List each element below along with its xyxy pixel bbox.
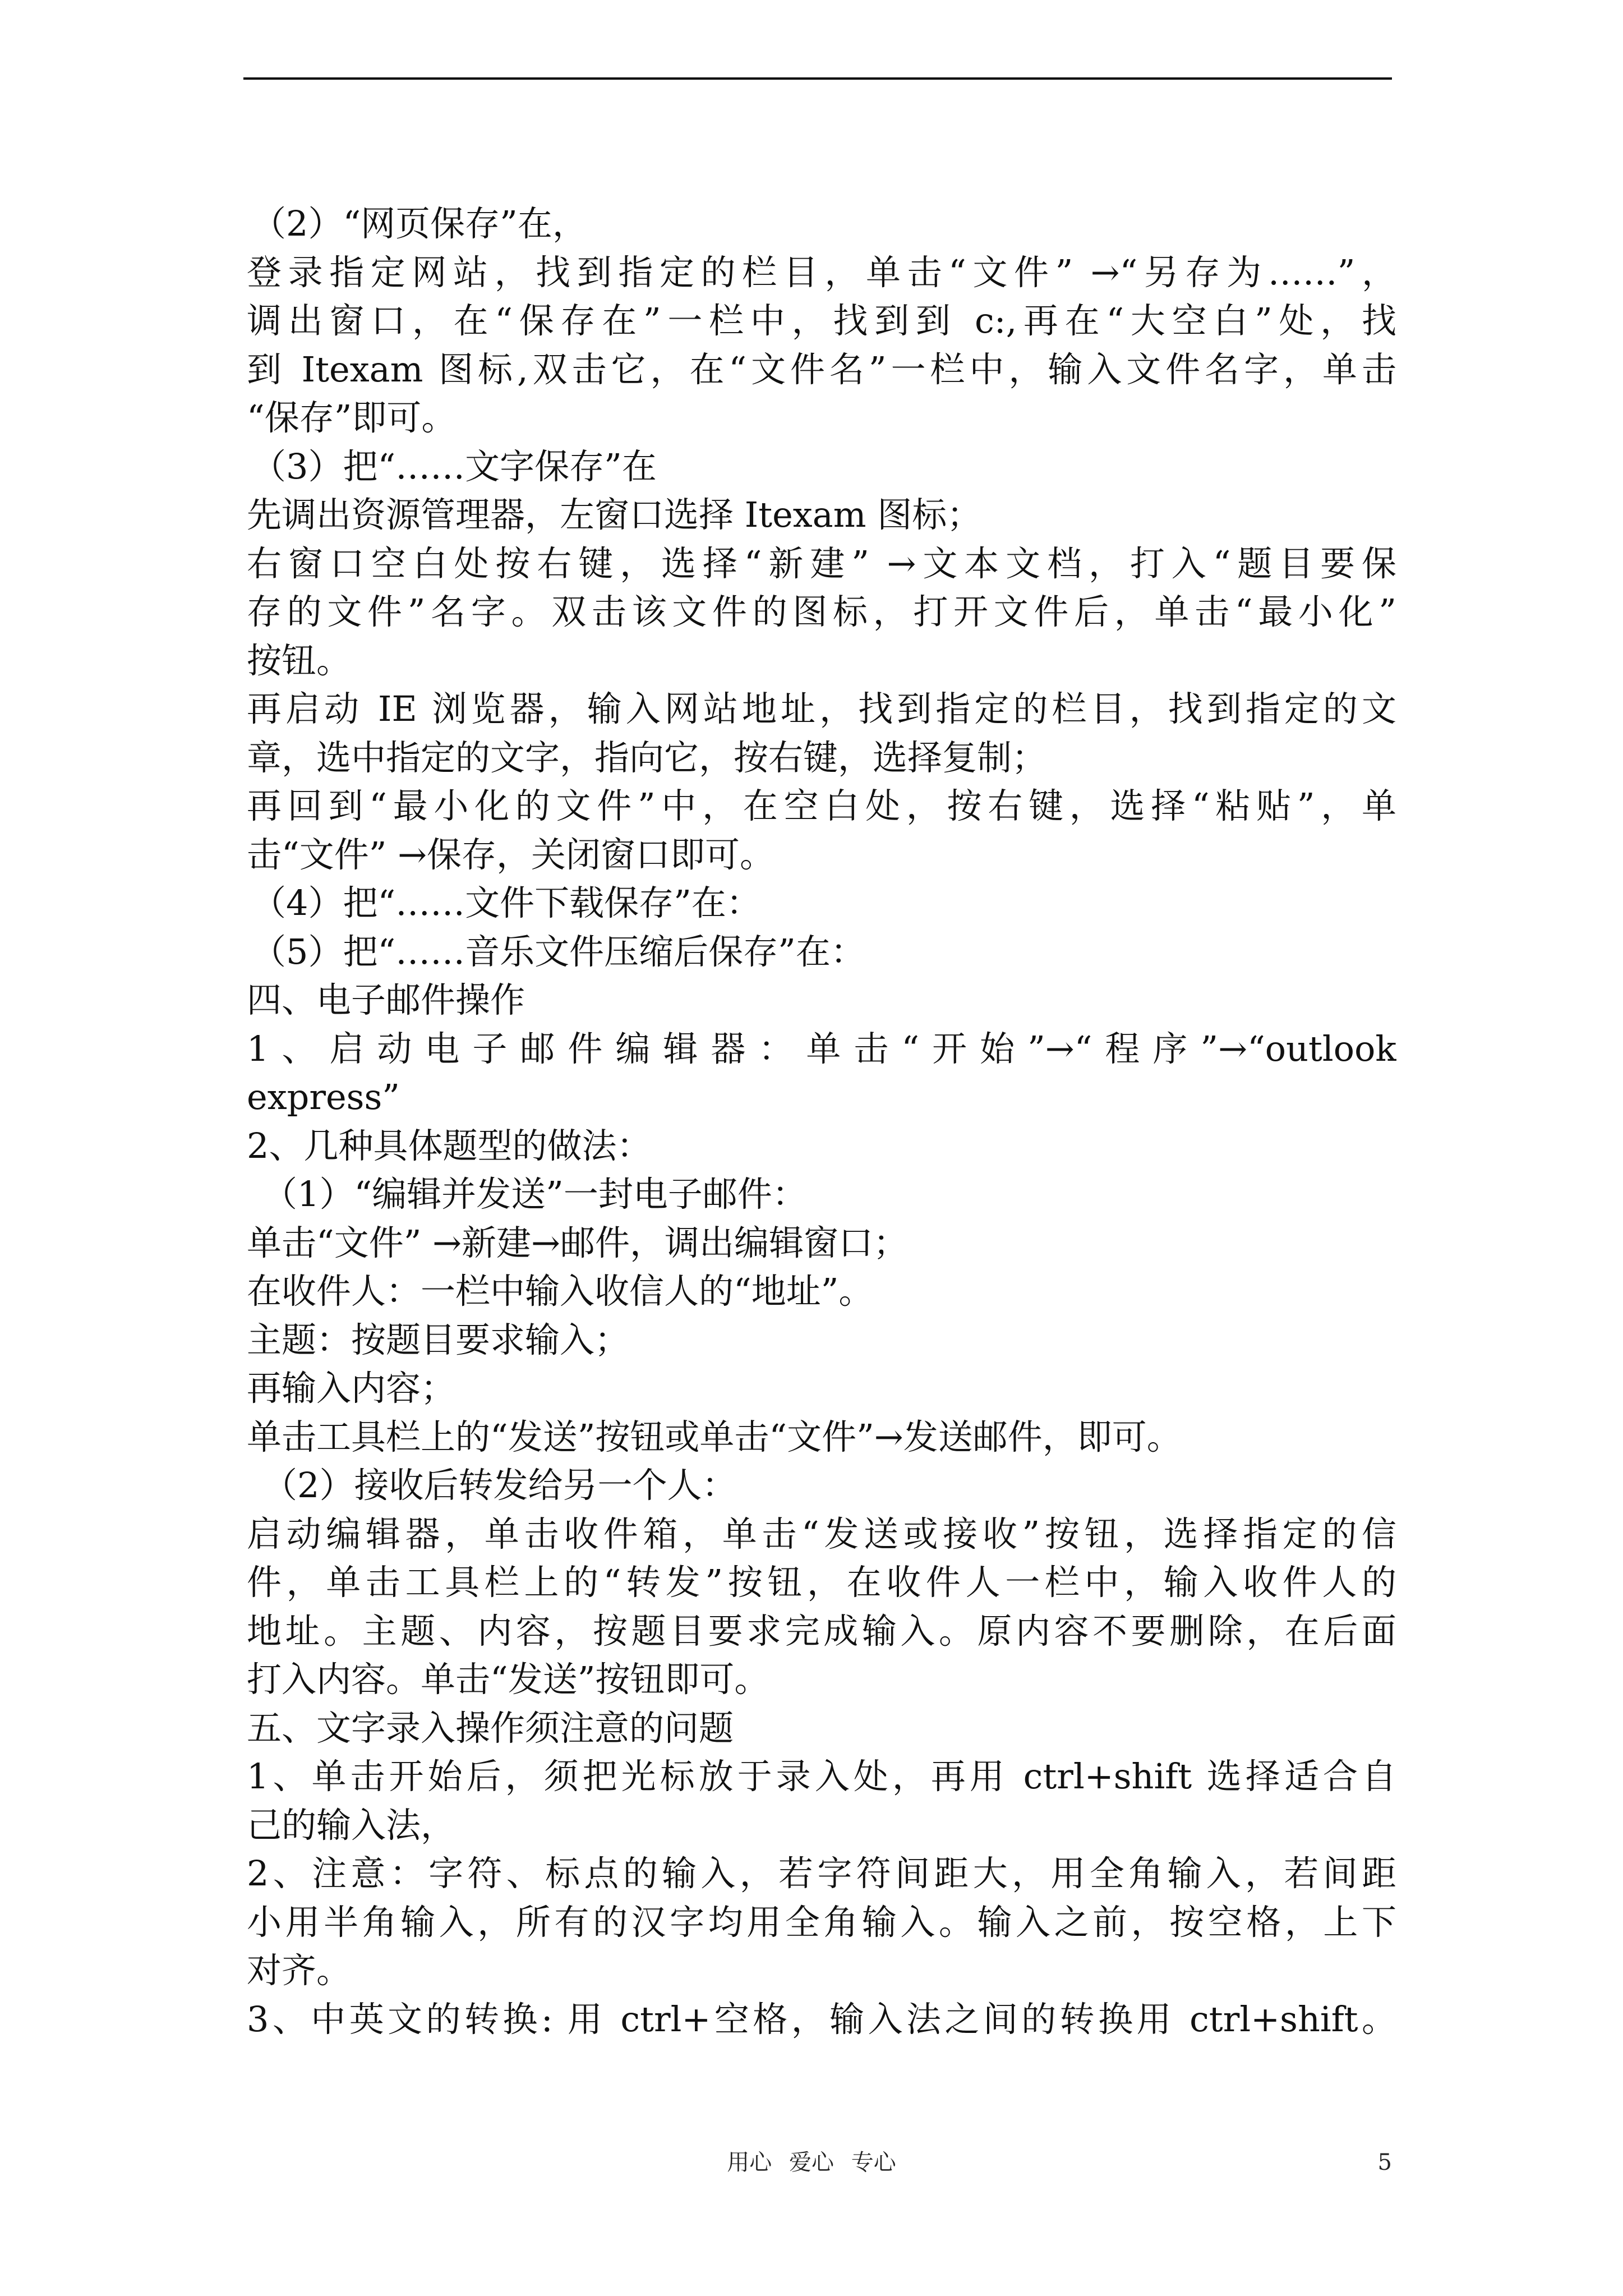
text-line: 1、启动电子邮件编辑器：单击“开始”→“程序”→“outlook [247,1028,1396,1069]
text-line: 打入内容。单击“发送”按钮即可。 [247,1659,769,1700]
text-line: （2）接收后转发给另一个人： [262,1465,737,1506]
section-heading: 四、电子邮件操作 [247,979,525,1020]
text-line: 再输入内容； [247,1368,456,1409]
footer-slogan: 用心 爱心 专心 [727,2150,896,2175]
text-line: 击“文件” →保存，关闭窗口即可。 [247,834,775,875]
document-body [247,200,1396,2044]
text-line: 章，选中指定的文字，指向它，按右键，选择复制； [247,737,1047,778]
text-line: 登录指定网站，找到指定的栏目，单击“文件” →“另存为……”， [247,251,1396,293]
text-line: 再回到“最小化的文件”中，在空白处，按右键，选择“粘贴”，单 [247,785,1396,826]
text-line: express” [247,1076,400,1117]
text-line: 主题：按题目要求输入； [247,1319,630,1360]
text-line: （4）把“……文件下载保存”在： [251,882,761,923]
page-number: 5 [1377,2150,1392,2175]
text-line: 右窗口空白处按右键，选择“新建” →文本文档，打入“题目要保 [247,542,1396,584]
text-line: 先调出资源管理器，左窗口选择 Itexam 图标； [247,494,982,535]
text-line: 启动编辑器，单击收件箱，单击“发送或接收”按钮，选择指定的信 [247,1513,1396,1554]
section-heading: 五、文字录入操作须注意的问题 [247,1707,734,1749]
text-line: 到 Itexam 图标,双击它，在“文件名”一栏中，输入文件名字，单击 [247,348,1396,390]
text-line: （1）“编辑并发送”一封电子邮件： [262,1174,807,1214]
text-line: “保存”即可。 [247,397,457,438]
text-line: （5）把“……音乐文件压缩后保存”在： [251,931,865,972]
header-rule [243,77,1392,80]
text-line: （3）把“……文字保存”在 [251,445,657,487]
text-line: 己的输入法， [247,1804,456,1846]
text-line: 小用半角输入，所有的汉字均用全角输入。输入之前，按空格，上下 [247,1901,1396,1943]
text-line: 再启动 IE 浏览器，输入网站地址，找到指定的栏目，找到指定的文 [247,688,1396,729]
text-line: 按钮。 [247,639,352,681]
text-line: 3、中英文的转换: 用 ctrl+空格，输入法之间的转换用 ctrl+shift。 [247,1998,1396,2040]
text-line: （2）“网页保存”在， [251,203,587,244]
text-line: 单击“文件” →新建→邮件，调出编辑窗口； [247,1222,908,1263]
text-line: 在收件人：一栏中输入收信人的“地址”。 [247,1271,874,1312]
text-line: 1、单击开始后，须把光标放于录入处，再用 ctrl+shift 选择适合自 [247,1756,1396,1797]
text-line: 单击工具栏上的“发送”按钮或单击“文件”→发送邮件，即可。 [247,1416,1182,1457]
text-line: 地址。主题、内容，按题目要求完成输入。原内容不要删除，在后面 [247,1610,1396,1651]
text-line: 2、注意：字符、标点的输入，若字符间距大，用全角输入，若间距 [247,1853,1396,1894]
text-line: 对齐。 [247,1950,352,1991]
text-line: 件，单击工具栏上的“转发”按钮，在收件人一栏中，输入收件人的 [247,1562,1396,1603]
text-line: 调出窗口，在“保存在”一栏中，找到到 c:,再在“大空白”处，找 [247,300,1396,341]
text-line: 存的文件”名字。双击该文件的图标，打开文件后，单击“最小化” [247,591,1396,632]
text-line: 2、几种具体题型的做法： [247,1125,652,1166]
